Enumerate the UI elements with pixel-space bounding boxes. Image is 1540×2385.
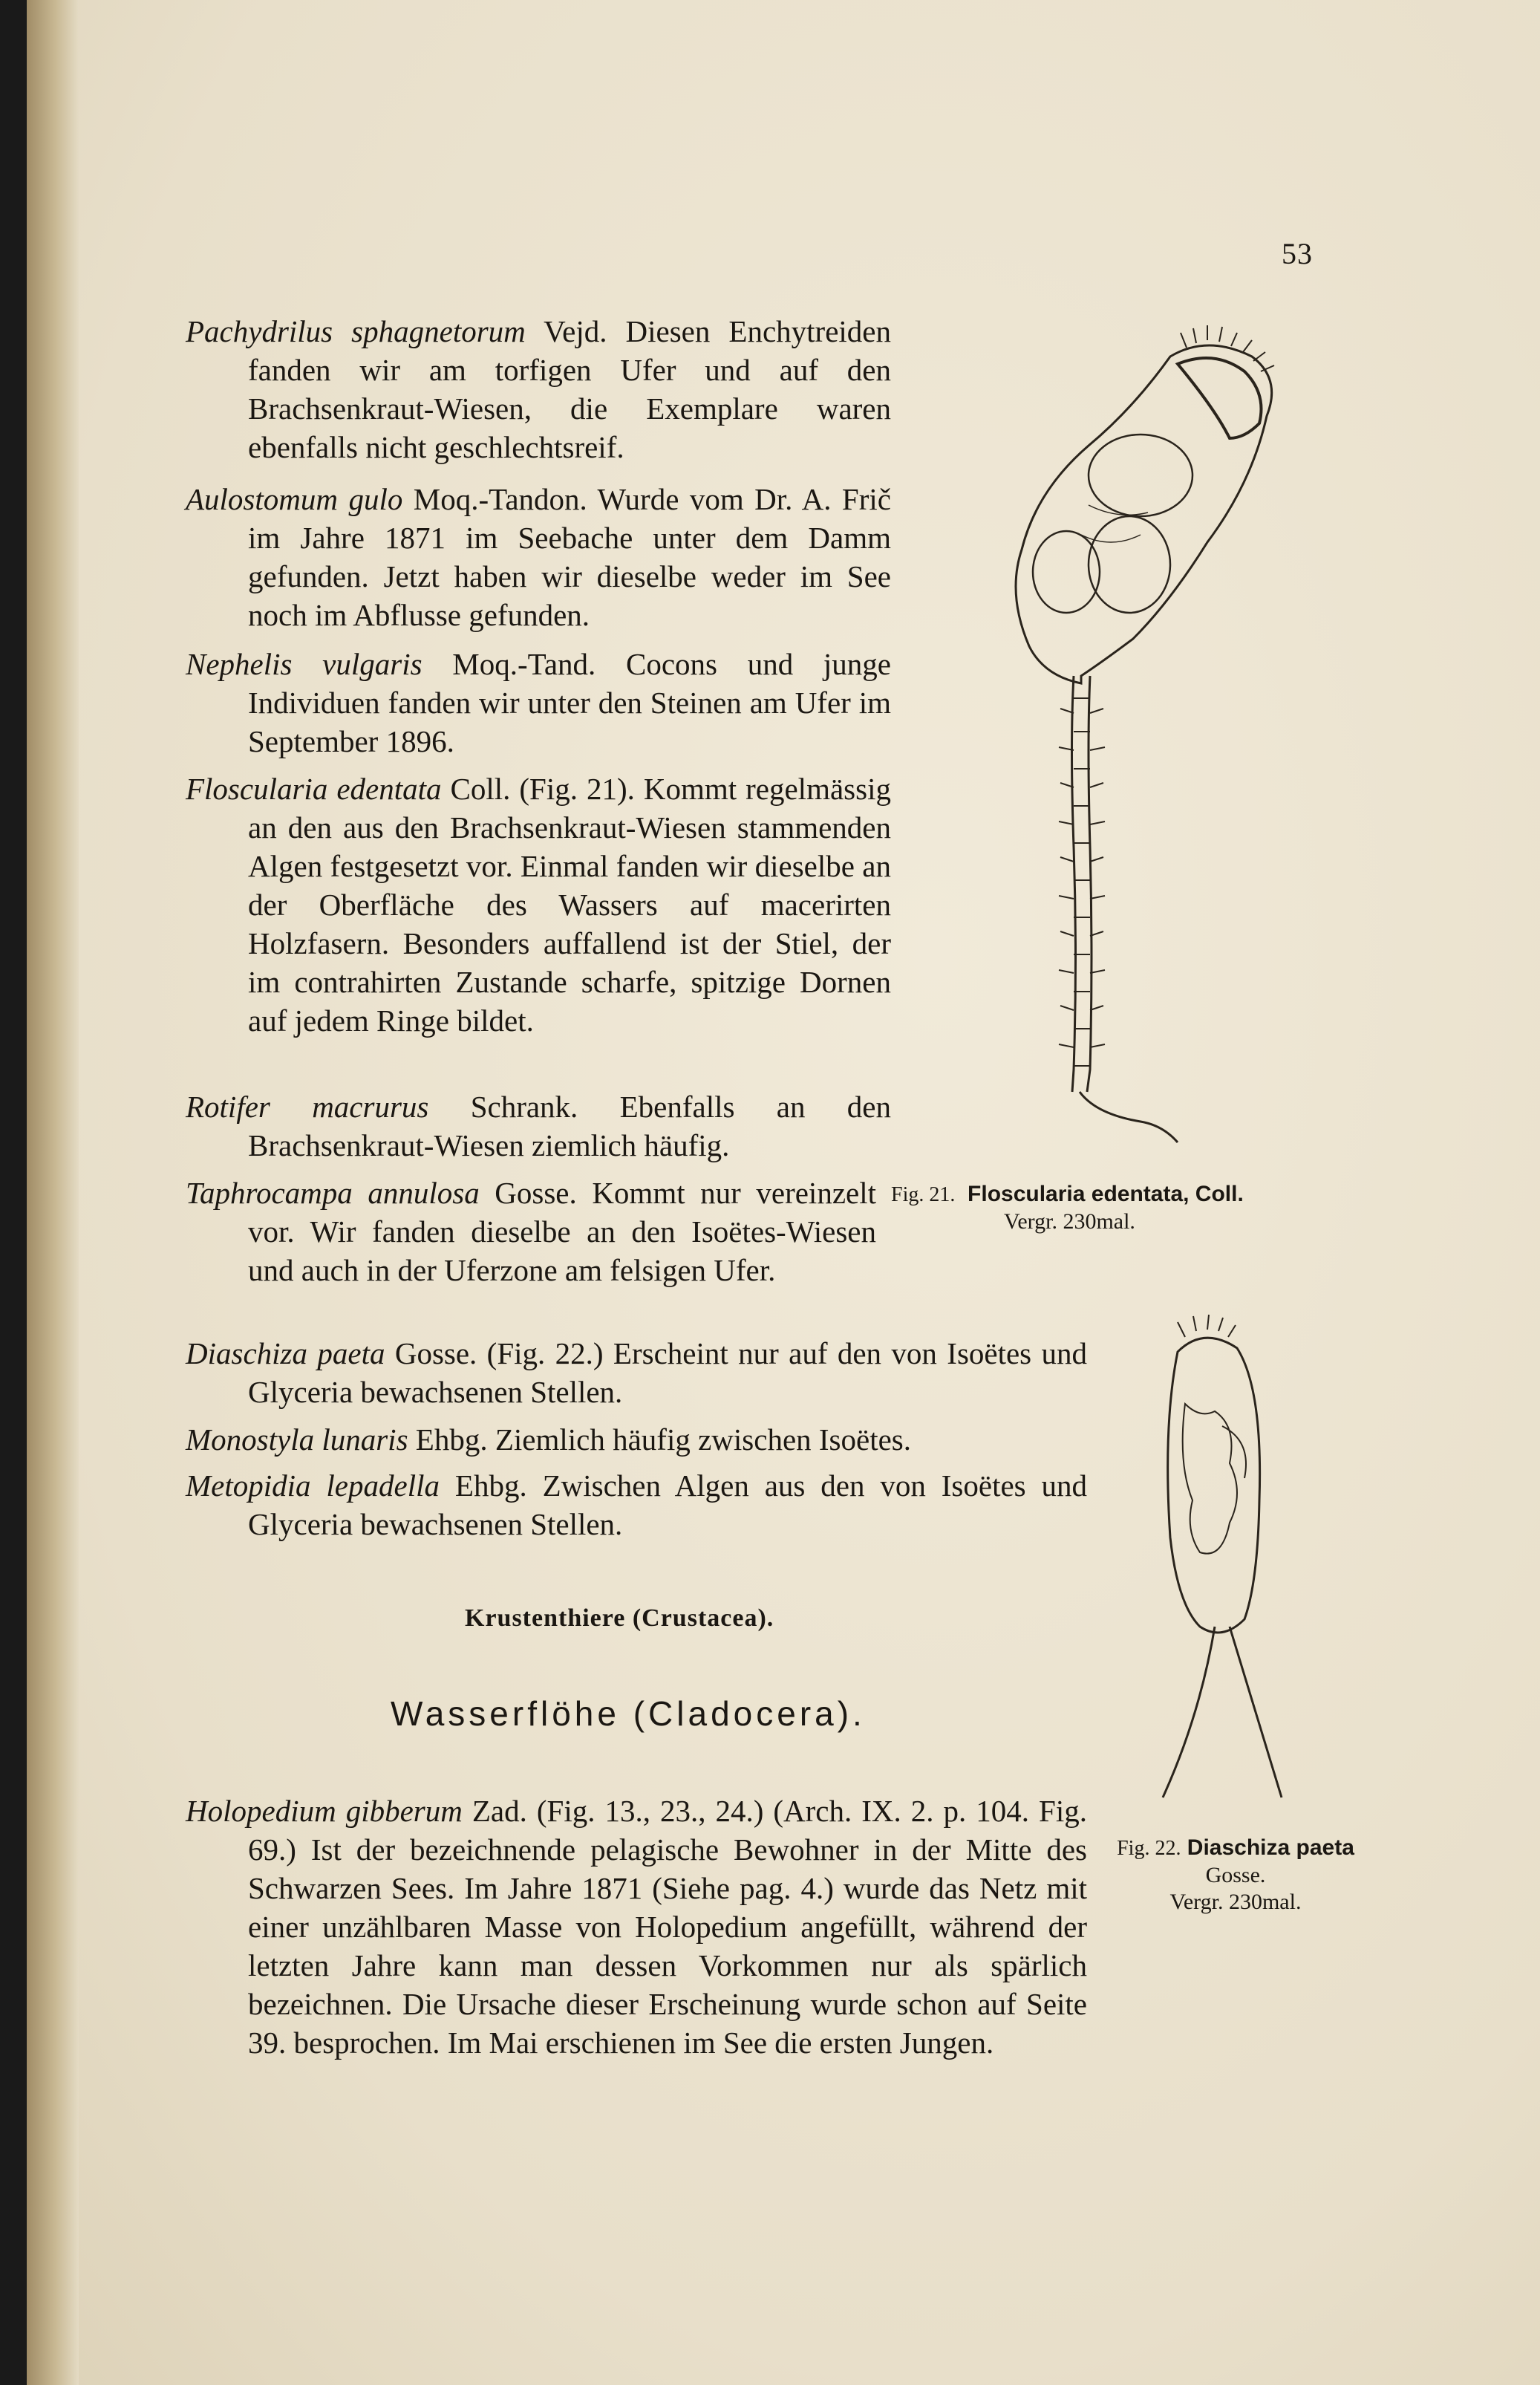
section-heading-crustacea: Krustenthiere (Crustacea). <box>465 1604 774 1632</box>
species-name: Rotifer macrurus <box>186 1090 429 1124</box>
figure-species: Diaschiza paeta <box>1187 1835 1354 1860</box>
species-description: Kommt nur vereinzelt vor. Wir fanden dieselbe an den Isoëtes-Wiesen und auch in der Uferzone am felsigen Ufer. <box>248 1176 877 1287</box>
figure-21-caption <box>891 1181 1337 1235</box>
species-name: Aulostomum gulo <box>186 482 403 516</box>
species-description: (Fig. 22.) Erscheint nur auf den von Isoëtes und Glyceria bewachsenen Stellen. <box>248 1336 1088 1409</box>
species-entry <box>186 480 891 634</box>
species-description: Zwischen Algen aus den von Isoëtes und Glyceria bewachsenen Stellen. <box>248 1468 1088 1541</box>
species-description: Wurde vom Dr. A. Frič im Jahre 1871 im Seebache unter dem Damm gefunden. Jetzt haben wir dieselbe weder im See noch im Abflusse gefunden. <box>248 482 891 632</box>
species-author: Coll. <box>441 772 511 806</box>
species-entry <box>186 1174 877 1289</box>
species-description: (Fig. 21). Kommt regelmässig an den aus den Brachsenkraut-Wiesen stammenden Algen festgesetzt vor. Einmal fanden wir dieselbe an der Oberfläche des Wassers auf macerirten Holzfasern. Besonders auffallend ist der Stiel, der im contrahirten Zustande scharfe, spitzige Dornen auf jedem Ringe bildet. <box>248 772 891 1038</box>
species-author: Moq.-Tand. <box>422 647 596 681</box>
diaschiza-illustration <box>1133 1315 1326 1827</box>
species-name: Nephelis vulgaris <box>186 647 422 681</box>
species-name: Pachydrilus sphagnetorum <box>186 314 526 348</box>
species-name: Monostyla lunaris <box>186 1422 408 1457</box>
species-description: (Fig. 13., 23., 24.) (Arch. IX. 2. p. 104. Fig. 69.) Ist der bezeichnende pelagische Bewohner in der Mitte des Schwarzen Sees. Im Jahre 1871 (Siehe pag. 4.) wurde das Netz mit einer unzählbaren Masse von Holopedium angefüllt, während der letzten Jahre kann man dessen Vorkommen nur als spärlich bezeichnen. Die Ursache dieser Erscheinung wurde schon auf Seite 39. besprochen. Im Mai erschienen im See die ersten Jungen. <box>248 1794 1087 2060</box>
species-author: Moq.-Tandon. <box>402 482 587 516</box>
species-entry <box>186 645 891 761</box>
species-name: Diaschiza paeta <box>186 1336 385 1370</box>
species-name: Floscularia edentata <box>186 772 442 806</box>
species-author: Ehbg. <box>408 1422 488 1457</box>
species-author: Gosse. <box>479 1176 577 1210</box>
species-entry <box>186 1420 1087 1459</box>
figure-label: Fig. 21. <box>891 1183 956 1206</box>
floscularia-illustration <box>895 327 1341 1174</box>
species-description: Ziemlich häufig zwischen Isoëtes. <box>487 1422 911 1457</box>
species-name: Taphrocampa annulosa <box>186 1176 480 1210</box>
species-author: Schrank. <box>428 1090 578 1124</box>
page-binding-edge <box>27 0 79 2385</box>
species-entry <box>186 1792 1087 2062</box>
species-author: Gosse. <box>385 1336 477 1370</box>
species-entry <box>186 1334 1088 1411</box>
book-page <box>27 0 1540 2385</box>
species-author: Vejd. <box>525 314 607 348</box>
figure-22-caption <box>1117 1835 1354 1916</box>
species-entry <box>186 1466 1088 1543</box>
species-author: Zad. <box>462 1794 527 1828</box>
figure-label: Fig. 22. <box>1117 1837 1181 1860</box>
species-entry <box>186 769 891 1040</box>
figure-magnification: Vergr. 230mal. <box>1169 1890 1302 1914</box>
species-entry <box>186 1087 892 1165</box>
cilia-tuft <box>1178 1315 1236 1337</box>
species-name: Holopedium gibberum <box>186 1794 463 1828</box>
figure-species: Floscularia edentata, Coll. <box>968 1182 1244 1206</box>
page-number: 53 <box>1282 237 1313 270</box>
section-heading-cladocera: Wasserflöhe (Cladocera). <box>391 1694 866 1733</box>
species-name: Metopidia lepadella <box>186 1468 440 1503</box>
species-description: Diesen Enchytreiden fanden wir am torfigen Ufer und auf den Brachsenkraut-Wiesen, die Exemplare waren ebenfalls nicht geschlechtsreif. <box>248 314 891 464</box>
species-entry <box>186 312 891 466</box>
species-description: Cocons und junge Individuen fanden wir unter den Steinen am Ufer im September 1896. <box>248 647 891 758</box>
figure-author: Gosse. <box>1205 1863 1266 1887</box>
figure-magnification: Vergr. 230mal. <box>1004 1209 1135 1234</box>
species-description: Ebenfalls an den Brachsenkraut-Wiesen ziemlich häufig. <box>248 1090 892 1162</box>
species-author: Ehbg. <box>440 1468 527 1503</box>
